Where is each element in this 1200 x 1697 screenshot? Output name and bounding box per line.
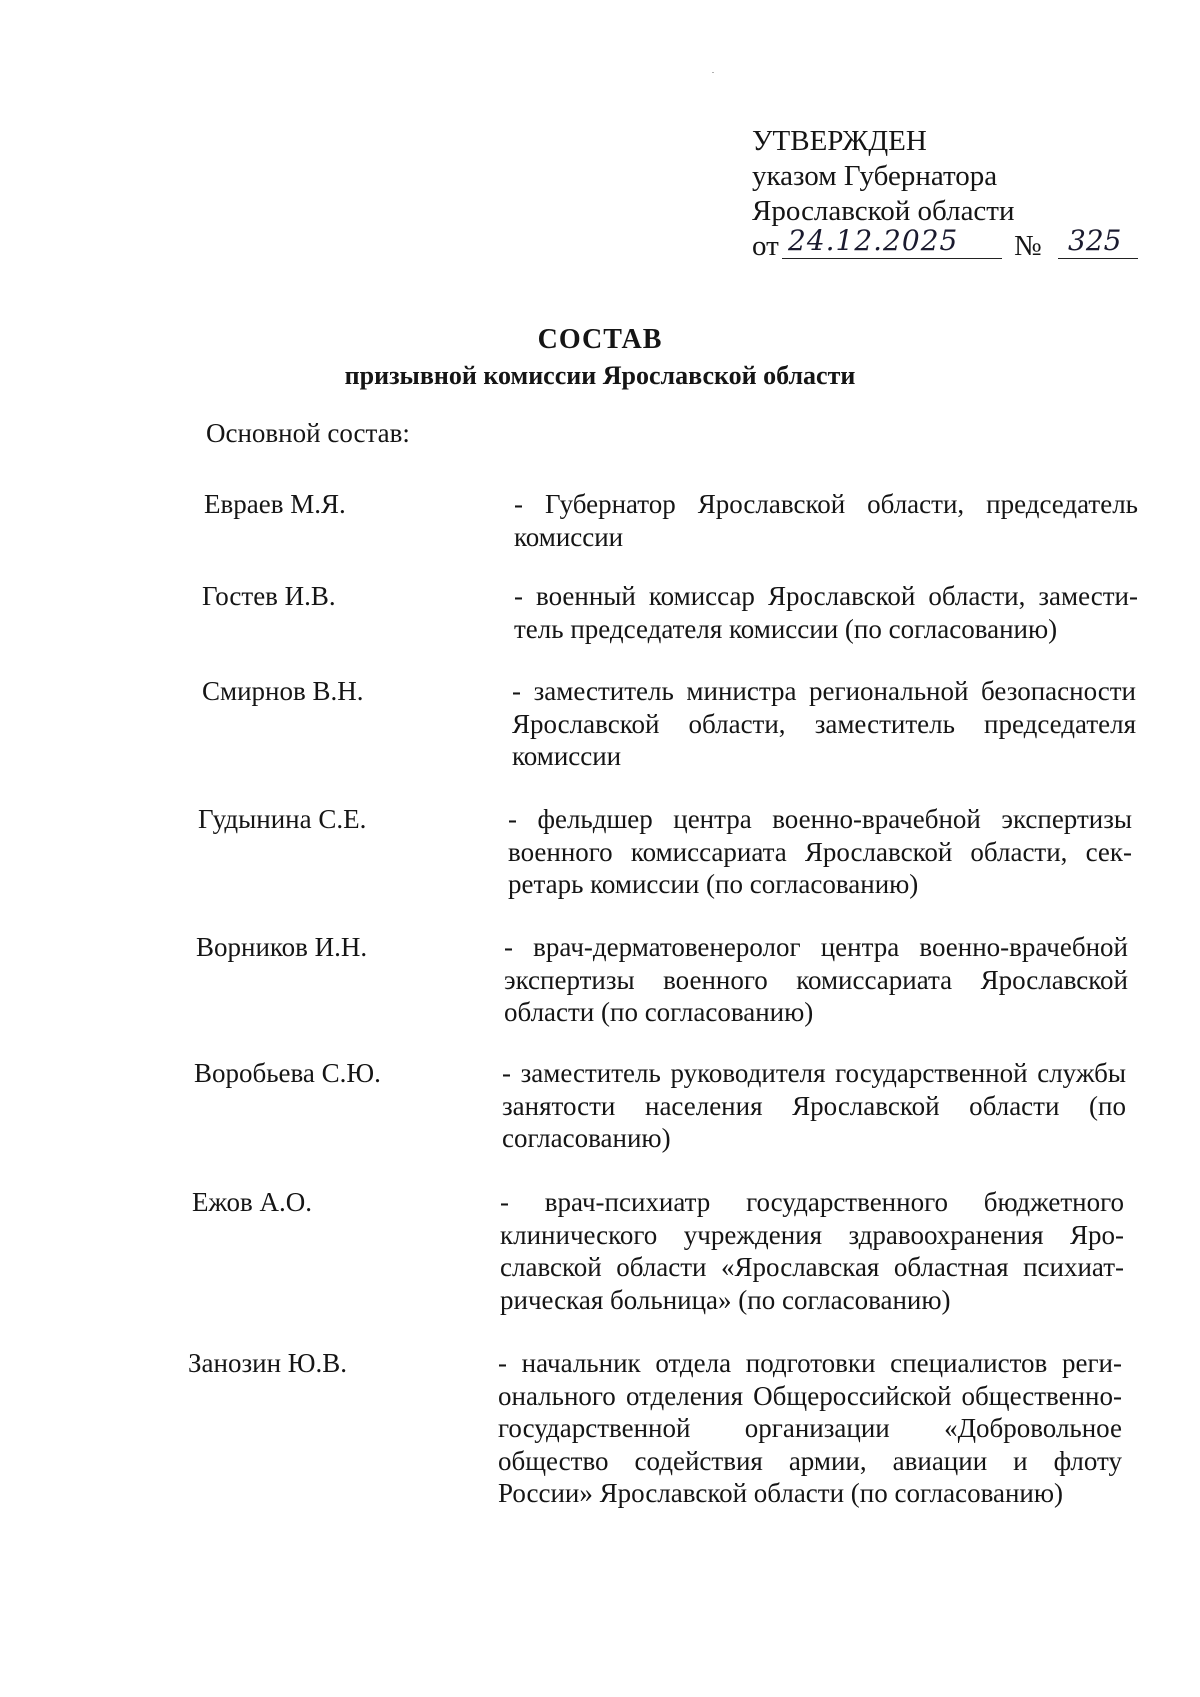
handwritten-date: 24.12.2025 bbox=[782, 223, 1002, 259]
date-prefix-label: от bbox=[752, 230, 779, 262]
member-name: Смирнов В.Н. bbox=[202, 676, 364, 706]
document-title: СОСТАВ bbox=[537, 324, 663, 355]
number-label: № bbox=[1014, 230, 1042, 262]
member-role: - начальник отдела подготовки специалистов регионального отделения Общероссийской общественно-государственной организации «Добровольное общество содействия армии, авиации и флоту России» Ярославской области (по согласованию) bbox=[498, 1348, 1122, 1508]
member-role: - заместитель министра региональной безопасности Ярославской области, заместитель председателя комиссии bbox=[512, 676, 1136, 771]
approval-region-line: Ярославской области bbox=[752, 195, 1015, 227]
member-name: Гудынина С.Е. bbox=[198, 804, 367, 834]
member-role: - военный комиссар Ярославской области, заместитель председателя комиссии (по согласованию) bbox=[514, 581, 1138, 644]
member-name: Евраев М.Я. bbox=[204, 489, 346, 519]
member-role: - врач-дерматовенеролог центра военно-врачебной экспертизы военного комиссариата Ярославской области (по согласованию) bbox=[504, 932, 1128, 1027]
member-name: Ежов А.О. bbox=[192, 1187, 312, 1217]
member-name: Гостев И.В. bbox=[202, 581, 336, 611]
member-role: - врач-психиатр государственного бюджетного клинического учреждения здравоохранения Ярославской области «Ярославская областная психиатрическая больница» (по согласованию) bbox=[500, 1187, 1124, 1315]
approval-date-number-row bbox=[752, 224, 1132, 269]
member-role: - заместитель руководителя государственной службы занятости населения Ярославской области (по согласованию) bbox=[502, 1058, 1126, 1153]
document-subtitle: призывной комиссии Ярославской области bbox=[344, 361, 856, 390]
approval-heading: УТВЕРЖДЕН bbox=[752, 125, 927, 157]
handwritten-number: 325 bbox=[1058, 223, 1138, 259]
member-role: - фельдшер центра военно-врачебной экспертизы военного комиссариата Ярославской области, секретарь комиссии (по согласованию) bbox=[508, 804, 1132, 899]
member-name: Занозин Ю.В. bbox=[188, 1348, 348, 1378]
section-label: Основной состав: bbox=[206, 418, 410, 448]
member-role: - Губернатор Ярославской области, председатель комиссии bbox=[514, 489, 1138, 552]
document-title-block bbox=[0, 322, 1200, 394]
member-name: Ворников И.Н. bbox=[196, 932, 368, 962]
member-name: Воробьева С.Ю. bbox=[194, 1058, 381, 1088]
scan-artifact bbox=[712, 72, 714, 73]
approval-decree-line: указом Губернатора bbox=[752, 160, 998, 192]
approval-block bbox=[752, 124, 1132, 269]
